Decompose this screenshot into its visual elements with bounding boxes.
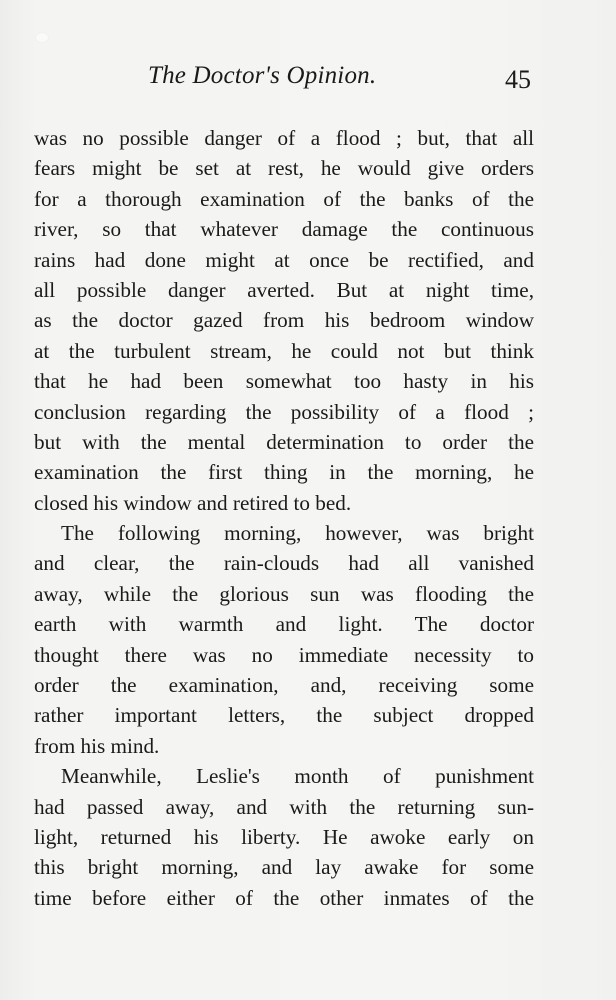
text-line: time before either of the other inmates of the <box>34 885 534 910</box>
text-line: conclusion regarding the possibility of a flood ; <box>34 399 534 424</box>
text-line: river, so that whatever damage the continuous <box>34 217 534 242</box>
paragraph-first-line: The following morning, however, was bright <box>61 521 534 546</box>
text-line: order the examination, and, receiving some <box>34 673 534 698</box>
text-line: examination the first thing in the morning, he <box>34 460 534 485</box>
text-line: but with the mental determination to order the <box>34 429 534 454</box>
paragraph-last-line: closed his window and retired to bed. <box>34 490 352 515</box>
body-text <box>34 123 534 913</box>
text-line: away, while the glorious sun was flooding the <box>34 581 534 606</box>
text-line: this bright morning, and lay awake for some <box>34 855 534 880</box>
text-line: as the doctor gazed from his bedroom window <box>34 308 534 333</box>
text-line: all possible danger averted. But at night time, <box>34 277 534 302</box>
text-line: at the turbulent stream, he could not but think <box>34 338 534 363</box>
page-header <box>0 62 616 98</box>
text-line: light, returned his liberty. He awoke early on <box>34 824 534 849</box>
paragraph-last-line: from his mind. <box>34 733 160 758</box>
text-line: rains had done might at once be rectified, and <box>34 247 534 272</box>
text-line: for a thorough examination of the banks of the <box>34 186 534 211</box>
text-line: was no possible danger of a flood ; but, that all <box>34 126 534 150</box>
text-line: and clear, the rain-clouds had all vanished <box>34 551 534 576</box>
page-number: 45 <box>505 65 531 94</box>
text-line: rather important letters, the subject dropped <box>34 703 534 728</box>
running-title: The Doctor's Opinion. <box>148 62 377 89</box>
text-line: thought there was no immediate necessity to <box>34 642 534 667</box>
paragraph-first-line: Meanwhile, Leslie's month of punishment <box>61 764 534 789</box>
text-line: that he had been somewhat too hasty in his <box>34 369 534 394</box>
text-line: had passed away, and with the returning sun- <box>34 794 534 819</box>
text-line: fears might be set at rest, he would give orders <box>34 156 534 181</box>
paper-speck <box>36 33 48 42</box>
text-line: earth with warmth and light. The doctor <box>34 612 534 637</box>
